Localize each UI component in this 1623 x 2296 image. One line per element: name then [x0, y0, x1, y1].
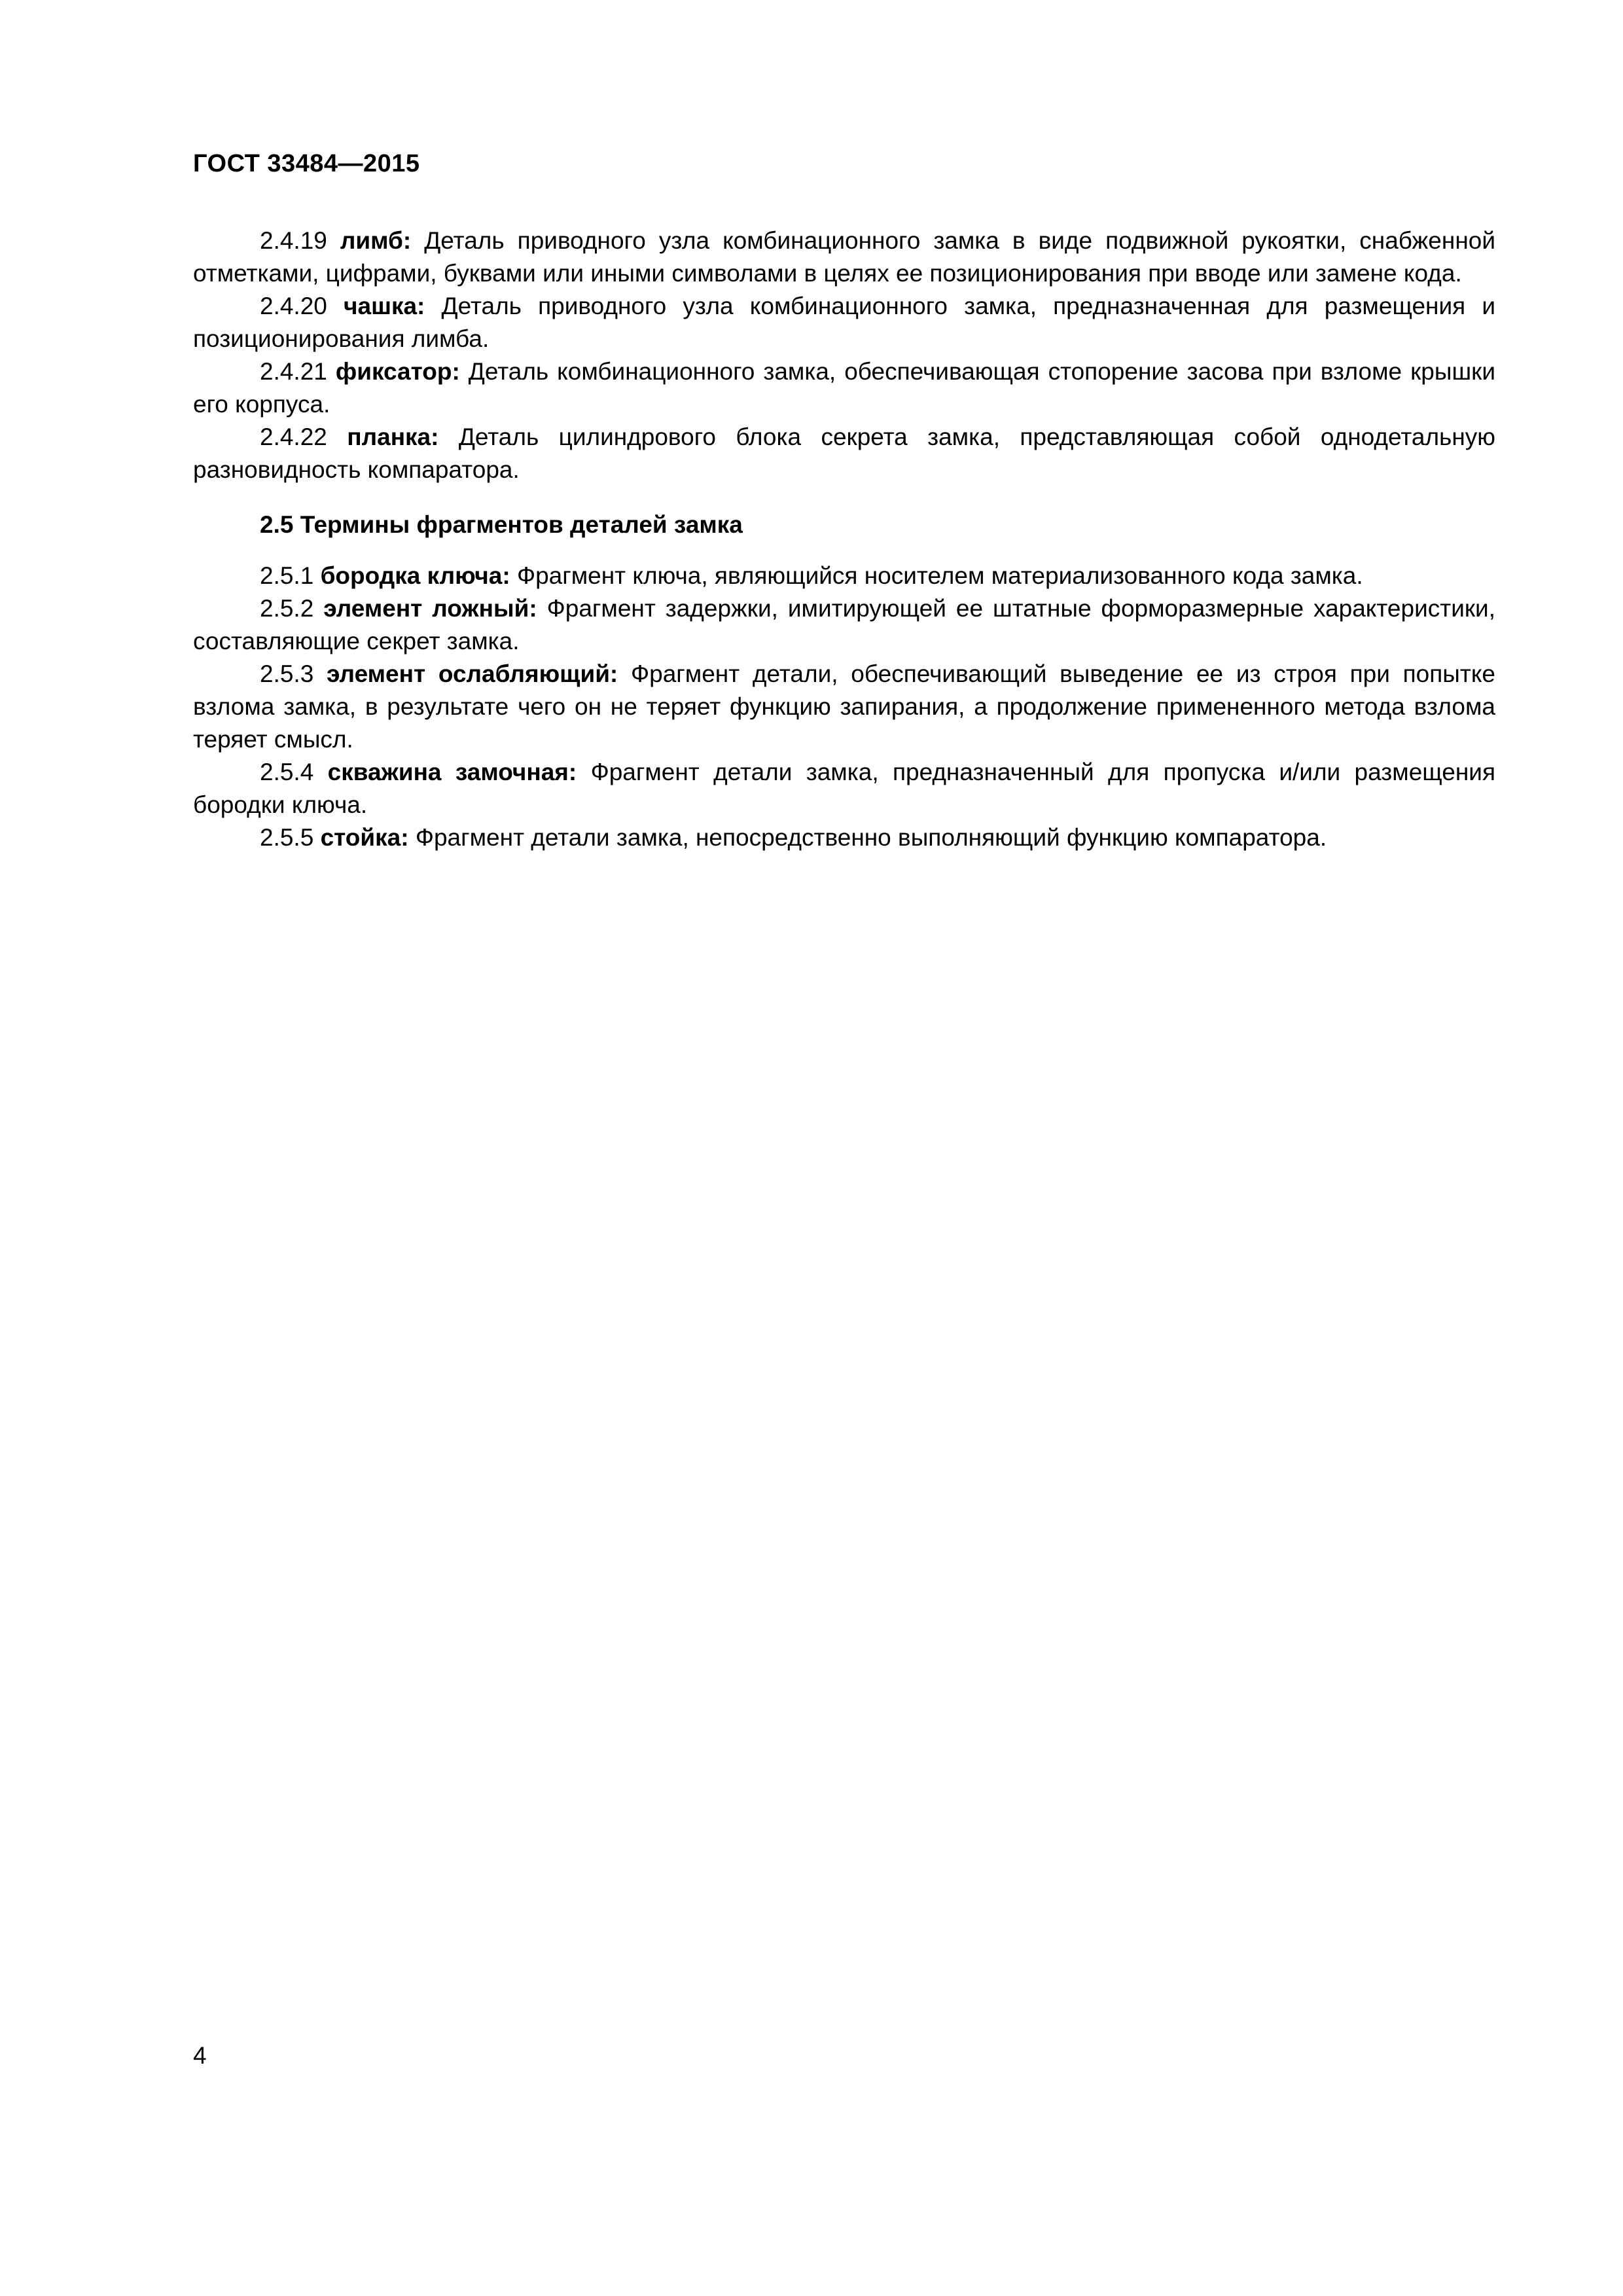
term-name: чашка: — [344, 293, 425, 319]
section-heading-2-5: 2.5 Термины фрагментов деталей замка — [260, 511, 743, 538]
term-entry-2-5-3 — [193, 658, 1495, 756]
term-name: элемент ложный: — [323, 595, 537, 622]
term-number: 2.4.20 — [260, 293, 327, 319]
term-definition: Деталь цилиндрового блока секрета замка, представляющая собой однодетальную разновидность компаратора. — [193, 423, 1496, 483]
term-entry-2-5-4 — [193, 756, 1495, 821]
term-definition: Деталь приводного узла комбинационного замка, предназначенная для размещения и позиционирования лимба. — [193, 293, 1496, 352]
term-name: элемент ослабляющий: — [327, 660, 618, 687]
term-entry-2-4-21 — [193, 355, 1495, 421]
term-definition: Фрагмент детали замка, непосредственно выполняющий функцию компаратора. — [415, 824, 1327, 851]
term-entry-2-5-2 — [193, 592, 1495, 658]
term-number: 2.4.22 — [260, 423, 327, 450]
term-name: планка: — [347, 423, 439, 450]
term-number: 2.5.1 — [260, 562, 314, 589]
page-number: 4 — [193, 2042, 207, 2069]
term-entry-2-4-20 — [193, 290, 1495, 355]
term-number: 2.4.19 — [260, 227, 327, 254]
term-definition: Фрагмент детали, обеспечивающий выведение ее из строя при попытке взлома замка, в результате чего он не теряет функцию запирания, а продолжение примененного метода взлома теряет смысл. — [193, 660, 1496, 753]
document-header: ГОСТ 33484—2015 — [193, 150, 420, 177]
term-name: фиксатор: — [335, 358, 460, 385]
term-name: стойка: — [320, 824, 409, 851]
term-name: лимб: — [340, 227, 412, 254]
term-entry-2-4-19 — [193, 224, 1495, 290]
term-entry-2-5-5 — [193, 821, 1495, 854]
term-number: 2.5.2 — [260, 595, 314, 622]
document-body — [193, 224, 1495, 854]
term-number: 2.4.21 — [260, 358, 327, 385]
term-entry-2-4-22 — [193, 421, 1495, 486]
term-definition: Фрагмент детали замка, предназначенный для пропуска и/или размещения бородки ключа. — [193, 759, 1496, 818]
term-name: бородка ключа: — [320, 562, 510, 589]
term-definition: Деталь приводного узла комбинационного замка в виде подвижной рукоятки, снабженной отметками, цифрами, буквами или иными символами в целях ее позиционирования при вводе или замене кода. — [193, 227, 1496, 287]
term-name: скважина замочная: — [327, 759, 577, 785]
term-definition: Деталь комбинационного замка, обеспечивающая стопорение засова при взломе крышки его корпуса. — [193, 358, 1496, 418]
term-number: 2.5.4 — [260, 759, 314, 785]
term-entry-2-5-1 — [193, 560, 1495, 592]
term-number: 2.5.5 — [260, 824, 314, 851]
term-definition: Фрагмент задержки, имитирующей ее штатные форморазмерные характеристики, составляющие секрет замка. — [193, 595, 1496, 655]
term-definition: Фрагмент ключа, являющийся носителем материализованного кода замка. — [516, 562, 1363, 589]
term-number: 2.5.3 — [260, 660, 314, 687]
